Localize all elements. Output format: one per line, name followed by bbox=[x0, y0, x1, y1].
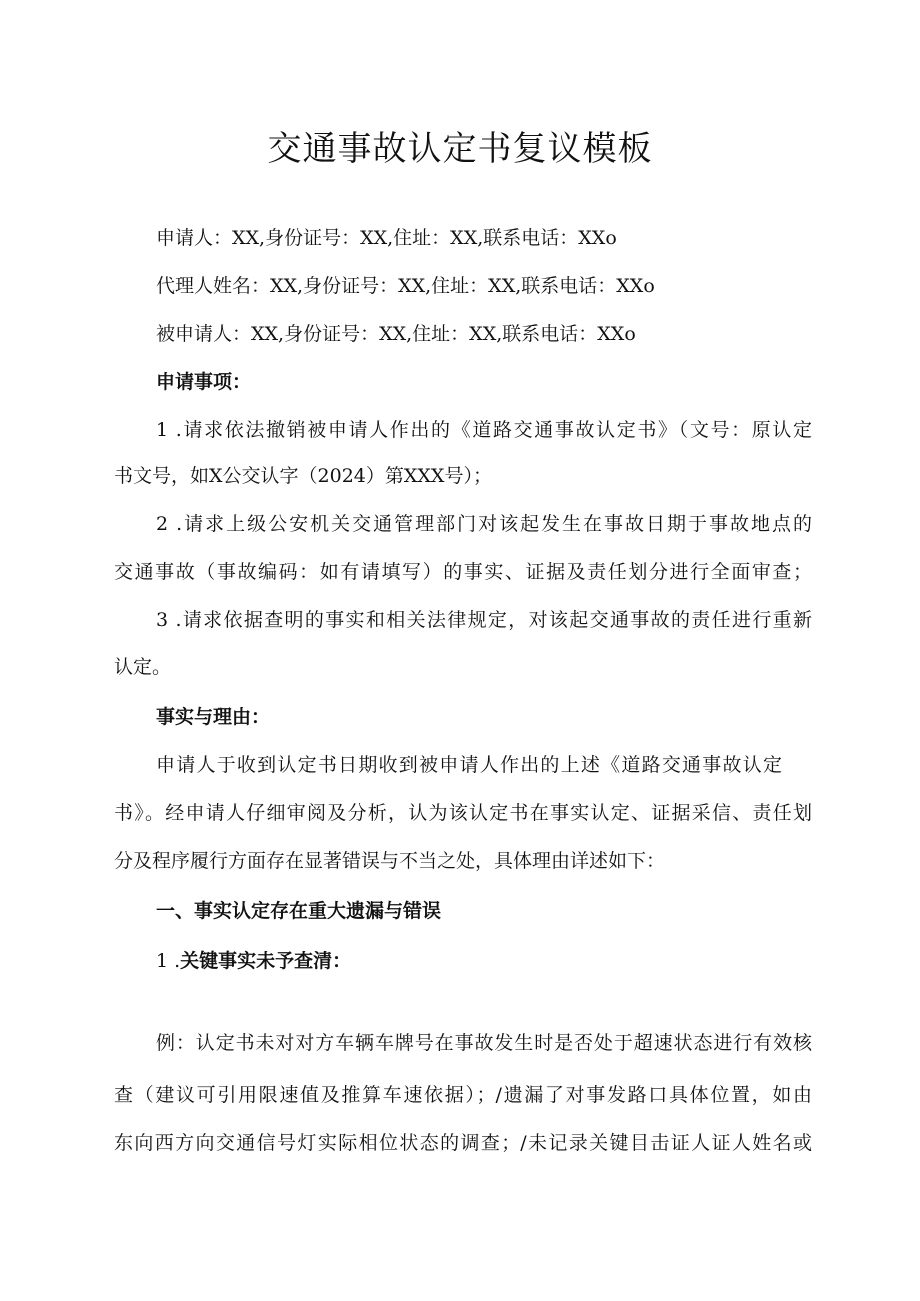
respondent-line: 被申请人：XX,身份证号：XX,住址：XX,联系电话：XXo bbox=[156, 323, 636, 345]
request-item-1-line-2: 书文号，如X公交认字（2024）第XXX号）； bbox=[114, 465, 492, 487]
agent-line: 代理人姓名：XX,身份证号：XX,住址：XX,联系电话：XXo bbox=[156, 275, 655, 297]
example-line-2: 查（建议可引用限速值及推算车速依据）；/遗漏了对事发路口具体位置，如由 bbox=[114, 1084, 812, 1106]
request-item-2-line-2: 交通事故（事故编码：如有请填写）的事实、证据及责任划分进行全面审查； bbox=[114, 561, 812, 583]
example-line-1: 例：认定书未对对方车辆车牌号在事故发生时是否处于超速状态进行有效核 bbox=[156, 1032, 812, 1054]
request-heading: 申请事项： bbox=[156, 371, 252, 393]
document-title: 交通事故认定书复议模板 bbox=[267, 129, 653, 169]
request-item-3-line-2: 认定。 bbox=[114, 656, 172, 678]
subsection-1-number: 1 . bbox=[156, 950, 181, 972]
facts-heading: 事实与理由： bbox=[156, 706, 271, 728]
subsection-1-heading bbox=[156, 946, 856, 976]
example-line-3: 东向西方向交通信号灯实际相位状态的调查；/未记录关键目击证人证人姓名或 bbox=[114, 1132, 812, 1154]
applicant-line: 申请人：XX,身份证号：XX,住址：XX,联系电话：XXo bbox=[156, 227, 617, 249]
section-1-heading: 一、事实认定存在重大遗漏与错误 bbox=[156, 900, 442, 922]
request-item-2-line-1: 2 .请求上级公安机关交通管理部门对该起发生在事故日期于事故地点的 bbox=[156, 513, 812, 535]
request-item-1-line-1: 1 .请求依法撤销被申请人作出的《道路交通事故认定书》（文号：原认定 bbox=[156, 419, 812, 441]
facts-paragraph-line-2: 书》。经申请人仔细审阅及分析，认为该认定书在事实认定、证据采信、责任划 bbox=[114, 802, 812, 824]
request-item-3-line-1: 3 .请求依据查明的事实和相关法律规定，对该起交通事故的责任进行重新 bbox=[156, 609, 812, 631]
facts-paragraph-line-3: 分及程序履行方面存在显著错误与不当之处，具体理由详述如下： bbox=[114, 850, 666, 872]
facts-paragraph-line-1: 申请人于收到认定书日期收到被申请人作出的上述《道路交通事故认定 bbox=[156, 754, 782, 776]
subsection-1-title: 关键事实未予查清： bbox=[180, 950, 352, 972]
